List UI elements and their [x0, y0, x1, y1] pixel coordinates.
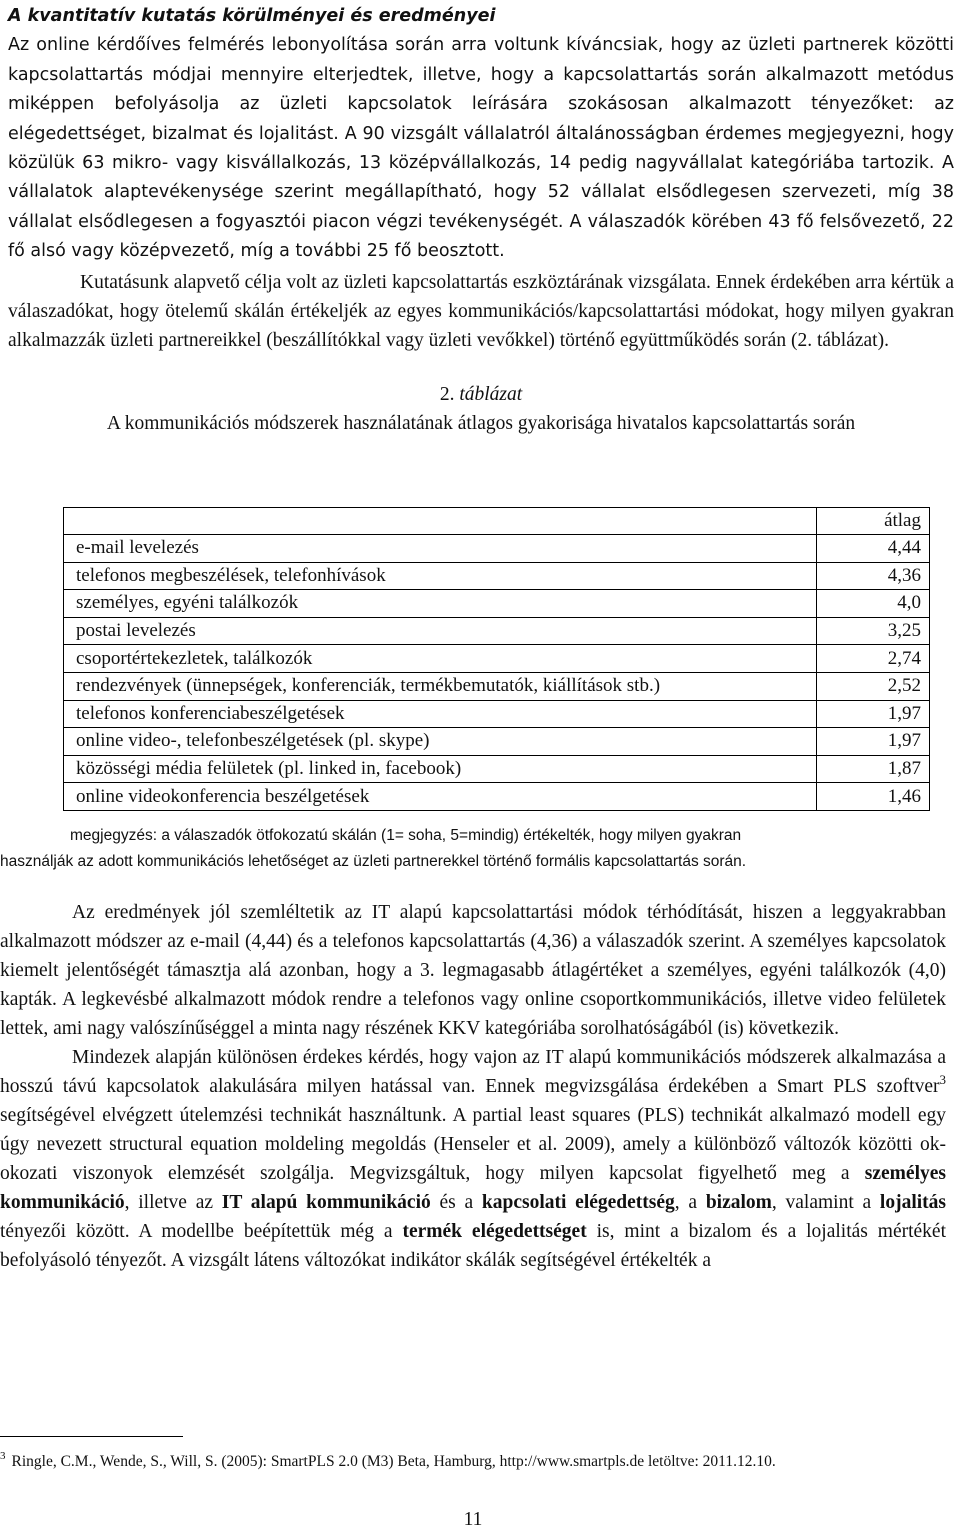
table-row-value: 3,25 — [817, 617, 930, 645]
table-row-value: 4,36 — [817, 562, 930, 590]
table-row-value: 2,52 — [817, 672, 930, 700]
table-row — [64, 728, 930, 756]
table-row-value: 4,0 — [817, 590, 930, 618]
table-row — [64, 562, 930, 590]
page-number: 11 — [463, 1509, 483, 1530]
table-row — [64, 755, 930, 783]
footnote — [0, 1443, 776, 1475]
table-row — [64, 783, 930, 811]
term-trust: bizalom — [705, 1192, 772, 1213]
results-paragraph: Az eredmények jól szemléltetik az IT alapú kapcsolattartási módok térhódítását, hiszen a leggyakrabban alkalmazott módszer az e-mail (4,44) és a telefonos kapcsolattartás (4,36) a válaszadók szerint. A személyes kapcsolatok kiemelt jelentőségét támasztja alá azonban, hogy a 3. legmagasabb átlagértéket a személyes, egyéni találkozók (4,0) kapták. A legkevésbé alkalmazott módok rendre a telefonos vagy online csoportkommunikációs, illetve video felületek lettek, ami nagy valószínűséggel a minta nagy részének KKV kategóriába sorolhatóságából (is) következik. — [0, 902, 946, 1039]
pls-paragraph — [0, 1043, 946, 1275]
results-section — [0, 898, 946, 1275]
table-note — [0, 823, 946, 875]
research-aim-paragraph: Kutatásunk alapvető célja volt az üzleti kapcsolattartás eszköztárának vizsgálata. Ennek érdekében arra kértük a válaszadókat, hogy ötelemű skálán értékeljék az egyes kommunikációs/kapcsolattartási módokat, hogy milyen gyakran alkalmazzák üzleti partnereikkel (beszállítókkal vagy üzleti vevőkkel) történő együttműködés során (2. táblázat). — [8, 271, 954, 351]
table-row-value: 2,74 — [817, 645, 930, 673]
term-relationship-satisfaction: kapcsolati elégedettség — [481, 1192, 675, 1213]
frequency-table — [63, 507, 930, 811]
footnote-rule — [0, 1436, 183, 1437]
pls-text-5: , a — [674, 1192, 706, 1213]
table-row-value: 4,44 — [817, 535, 930, 563]
table-note-line-2: használják az adott kommunikációs lehetőséget az üzleti partnerekkel történő formális kapcsolattartás során. — [0, 853, 747, 870]
table-caption-number — [8, 380, 954, 409]
table-row-label: közösségi média felületek (pl. linked in, facebook) — [64, 755, 817, 783]
table-row — [64, 672, 930, 700]
pls-text-4: és a — [430, 1192, 482, 1213]
table-row — [64, 700, 930, 728]
table-row-label: rendezvények (ünnepségek, konferenciák, termékbemutatók, kiállítások stb.) — [64, 672, 817, 700]
pls-text-7: tényezői között. A modellbe beépítettük még a — [0, 1221, 403, 1242]
table-row-label: online video-, telefonbeszélgetések (pl. skype) — [64, 728, 817, 756]
table-row-value: 1,87 — [817, 755, 930, 783]
table-note-line-1: megjegyzés: a válaszadók ötfokozatú skálán (1= soha, 5=mindig) értékelték, hogy milyen gyakran — [70, 827, 742, 844]
pls-text-2: segítségével elvégzett útelemzési technikát használtunk. A partial least squares (PLS) technikát alkalmazó modell egy úgy nevezett structural equation moldeling megoldás (Henseler et al. 2009), amely a különböző változók közötti ok-okozati viszonyok elemzését szolgálja. Megvizsgáltuk, hogy milyen kapcsolat figyelhető meg a — [0, 1105, 946, 1184]
pls-text-6: , valamint a — [771, 1192, 880, 1213]
footnote-ref[interactable]: 3 — [939, 1072, 946, 1087]
table-row-value: 1,97 — [817, 700, 930, 728]
term-personal-communication: személyes kommunikáció — [0, 1163, 946, 1213]
intro-sentence-3: A vállalatok alaptevékenysége szerint megállapítható, hogy 52 vállalat elsődlegesen szervezeti, míg 38 vállalat elsődlegesen a fogyasztói piacon végzi tevékenységét. — [8, 153, 954, 232]
term-loyalty: lojalitás — [879, 1192, 947, 1213]
table-row-label: online videokonferencia beszélgetések — [64, 783, 817, 811]
footnote-number: 3 — [0, 1450, 6, 1462]
table-caption-word: táblázat — [459, 383, 523, 405]
pls-text-8: is, mint a bizalom és a lojalitás mértékét befolyásoló tényezőt. A vizsgált látens változókat indikátor skálák segítségével értékelték a — [0, 1221, 947, 1271]
table-row — [64, 617, 930, 645]
section-heading: A kvantitatív kutatás körülményei és eredményei — [8, 6, 496, 26]
term-it-communication: IT alapú kommunikáció — [221, 1192, 431, 1213]
term-product-satisfaction: termék elégedettséget — [402, 1221, 587, 1242]
intro-sentence-2-text: A 90 vizsgált vállalatról általánosságban érdemes megjegyezni, hogy közülük 63 mikro- vagy kisvállalkozás, 13 középvállalkozás, 14 pedig nagyvállalat kategóriába tartozik. — [8, 123, 954, 174]
document-page — [8, 0, 954, 438]
intro-sentence-1: Az online kérdőíves felmérés lebonyolítása során arra voltunk kíváncsiak, hogy az üzleti partnerek közötti kapcsolattartás módjai mennyire elterjedtek, illetve, hogy a kapcsolattartás során alkalmazott metódus miképpen befolyásolja az üzleti kapcsolatok leírására szokásosan alkalmazott tényezőket: az elégedettséget, bizalmat és lojalitást. — [8, 35, 954, 144]
table-row-value: 1,97 — [817, 728, 930, 756]
table-row-label: telefonos megbeszélések, telefonhívások — [64, 562, 817, 590]
footnote-text: Ringle, C.M., Wende, S., Will, S. (2005): SmartPLS 2.0 (M3) Beta, Hamburg, http://www.smartpls.de letöltve: 2011.12.10. — [11, 1453, 776, 1470]
table-row-label: postai levelezés — [64, 617, 817, 645]
intro-sentence-4: A válaszadók körében 43 fő felsővezető, 22 fő alsó vagy középvezető, míg a további 25 fő beosztott. — [8, 211, 954, 262]
table-caption-num: 2. — [439, 383, 455, 405]
table-row-label: telefonos konferenciabeszélgetések — [64, 700, 817, 728]
table-row — [64, 645, 930, 673]
table-row — [64, 590, 930, 618]
table-header-label — [64, 508, 817, 535]
table-row-value: 1,46 — [817, 783, 930, 811]
table-row-label: csoportértekezletek, találkozók — [64, 645, 817, 673]
table-header-value: átlag — [817, 508, 930, 535]
pls-text-1: Mindezek alapján különösen érdekes kérdés, hogy vajon az IT alapú kommunikációs módszerek alkalmazása a hosszú távú kapcsolatok alakulására milyen hatással van. Ennek megvizsgálása érdekében a Smart PLS szoftver — [0, 1047, 946, 1097]
table-row-label: személyes, egyéni találkozók — [64, 590, 817, 618]
pls-text-3: , illetve az — [124, 1192, 222, 1213]
table-header-row — [64, 508, 930, 535]
table-row-label: e-mail levelezés — [64, 535, 817, 563]
table-caption-title: A kommunikációs módszerek használatának átlagos gyakorisága hivatalos kapcsolattartás során — [106, 412, 856, 434]
intro-paragraph — [8, 31, 954, 266]
table-row — [64, 535, 930, 563]
